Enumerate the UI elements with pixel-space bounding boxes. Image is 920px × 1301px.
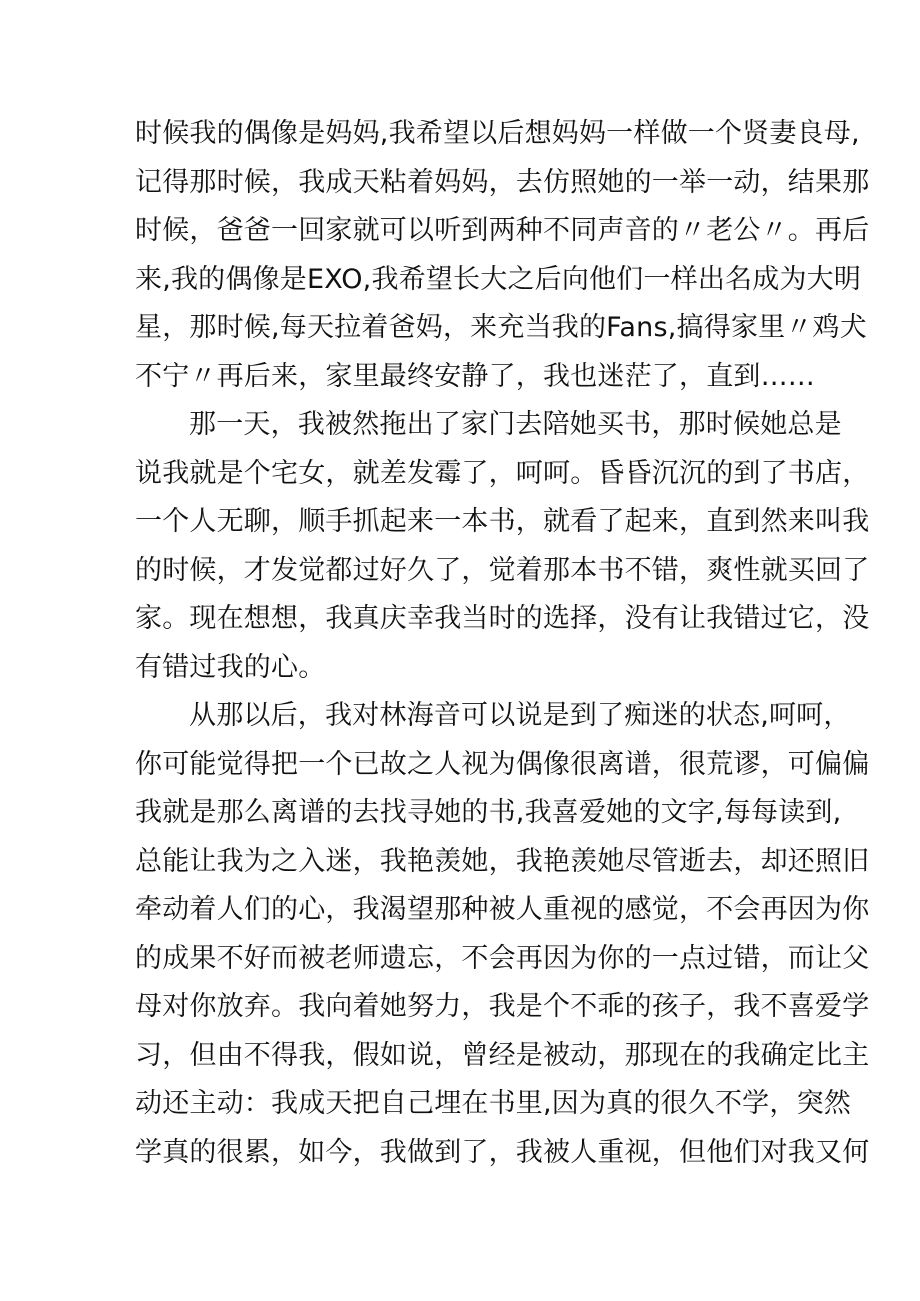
- text-line: 有错过我的心。: [135, 651, 326, 683]
- paragraph-1: [135, 110, 870, 401]
- text-line: 时候，爸爸一回家就可以听到两种不同声音的〃老公〃。再后: [135, 215, 870, 246]
- text-line: 一个人无聊，顺手抓起来一本书，就看了起来，直到然来叫我: [135, 506, 870, 537]
- text-line: 家。现在想想，我真庆幸我当时的选择，没有让我错过它，没: [135, 603, 870, 634]
- text-line: 那一天，我被然拖出了家门去陪她买书，那时候她总是: [189, 409, 842, 440]
- text-line: 母对你放弃。我向着她努力，我是个不乖的孩子，我不喜爱学: [135, 991, 870, 1022]
- paragraph-3: [135, 692, 870, 1177]
- text-line: 说我就是个宅女，就差发霉了，呵呵。昏昏沉沉的到了书店，: [135, 457, 870, 489]
- text-line: 牵动着人们的心，我渴望那种被人重视的感觉，不会再因为你: [135, 894, 870, 925]
- body-text: [135, 110, 870, 1177]
- text-line: 习，但由不得我，假如说，曾经是被动，那现在的我确定比主: [135, 1039, 870, 1071]
- text-line: 学真的很累，如今，我做到了，我被人重视，但他们对我又何: [135, 1136, 870, 1168]
- text-line: 总能让我为之入迷，我艳羡她，我艳羡她尽管逝去，却还照旧: [135, 845, 870, 877]
- text-line: 时候我的偶像是妈妈,我希望以后想妈妈一样做一个贤妻良母,: [135, 118, 860, 149]
- text-line: 的时候，才发觉都过好久了，觉着那本书不错，爽性就买回了: [135, 554, 870, 586]
- text-line: 从那以后，我对林海音可以说是到了痴迷的状态,呵呵，: [189, 700, 851, 731]
- paragraph-2: [135, 401, 870, 692]
- text-line: 我就是那么离谱的去找寻她的书,我喜爱她的文字,每每读到,: [135, 797, 842, 828]
- text-line: 不宁〃再后来，家里最终安静了，我也迷茫了，直到……: [135, 360, 815, 392]
- text-line: 记得那时候，我成天粘着妈妈，去仿照她的一举一动，结果那: [135, 166, 870, 198]
- text-line: 星，那时候,每天拉着爸妈，来充当我的Fans,搞得家里〃鸡犬: [135, 312, 867, 343]
- text-line: 动还主动：我成天把自己埋在书里,因为真的很久不学，突然: [135, 1088, 851, 1119]
- text-line: 来,我的偶像是EXO,我希望长大之后向他们一样出名成为大明: [135, 263, 862, 295]
- text-line: 你可能觉得把一个已故之人视为偶像很离谱，很荒谬，可偏偏: [135, 748, 870, 780]
- text-line: 的成果不好而被老师遗忘，不会再因为你的一点过错，而让父: [135, 942, 870, 974]
